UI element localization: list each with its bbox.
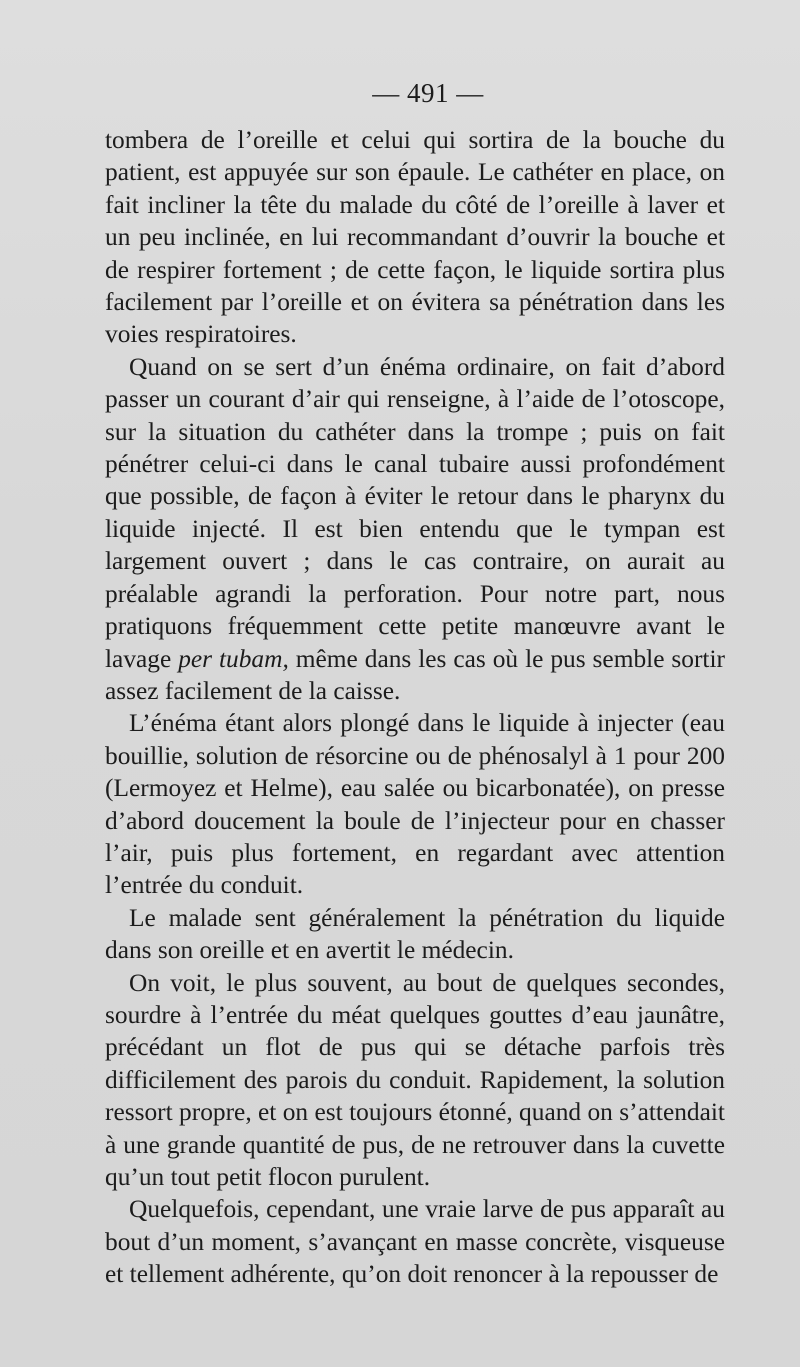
paragraph-4: Le malade sent généralement la pénétration du liquide dans son oreille et en avertit le médecin.	[105, 903, 725, 965]
paragraph-6: Quelquefois, cependant, une vraie larve de pus apparaît au bout d’un moment, s’avançant en masse concrète, visqueuse et tellement adhérente, qu’on doit renoncer à la repousser de	[105, 1195, 725, 1289]
latin-phrase: per tubam,	[178, 644, 289, 673]
paragraph-1: tombera de l’oreille et celui qui sortira de la bouche du patient, est appuyée sur son épaule. Le cathéter en place, on fait incliner la tête du malade du côté de l’oreille à laver et un peu inclinée, en lui recommandant d’ouvrir la bouche et de respirer fortement ; de cette façon, le liquide sortira plus facilement par l’oreille et on évitera sa pénétration dans les voies respiratoires.	[105, 126, 725, 349]
page-number: — 491 —	[372, 78, 484, 108]
paragraph-3: L’énéma étant alors plongé dans le liquide à injecter (eau bouillie, solution de résorcine ou de phénosalyl à 1 pour 200 (Lermoyez et Helme), eau salée ou bicarbonatée), on presse d’abord doucement la boule de l’injecteur pour en chasser l’air, puis plus fortement, en regardant avec attention l’entrée du conduit.	[105, 709, 725, 900]
paragraph-2-text-after: même dans les cas où le pus semble sortir assez facilement de la caisse.	[105, 644, 725, 705]
paragraph-2-text-before: Quand on se sert d’un énéma ordinaire, on fait d’abord passer un courant d’air qui renseigne, à l’aide de l’otoscope, sur la situation du cathéter dans la trompe ; puis on fait pénétrer celui-ci dans le canal tubaire aussi profondément que possible, de façon à éviter le retour dans le pharynx du liquide injecté. Il est bien entendu que le tympan est largement ouvert ; dans le cas contraire, on aurait au préalable agrandi la perforation. Pour notre part, nous pratiquons fréquemment cette petite manœuvre avant le lavage	[105, 352, 725, 673]
paragraph-2	[105, 351, 725, 707]
paragraph-5: On voit, le plus souvent, au bout de quelques secondes, sourdre à l’entrée du méat quelques gouttes d’eau jaunâtre, précédant un flot de pus qui se détache parfois très difficilement des parois du conduit. Rapidement, la solution ressort propre, et on est toujours étonné, quand on s’attendait à une grande quantité de pus, de ne retrouver dans la cuvette qu’un tout petit flocon purulent.	[105, 968, 725, 1191]
body-text	[105, 124, 725, 1291]
